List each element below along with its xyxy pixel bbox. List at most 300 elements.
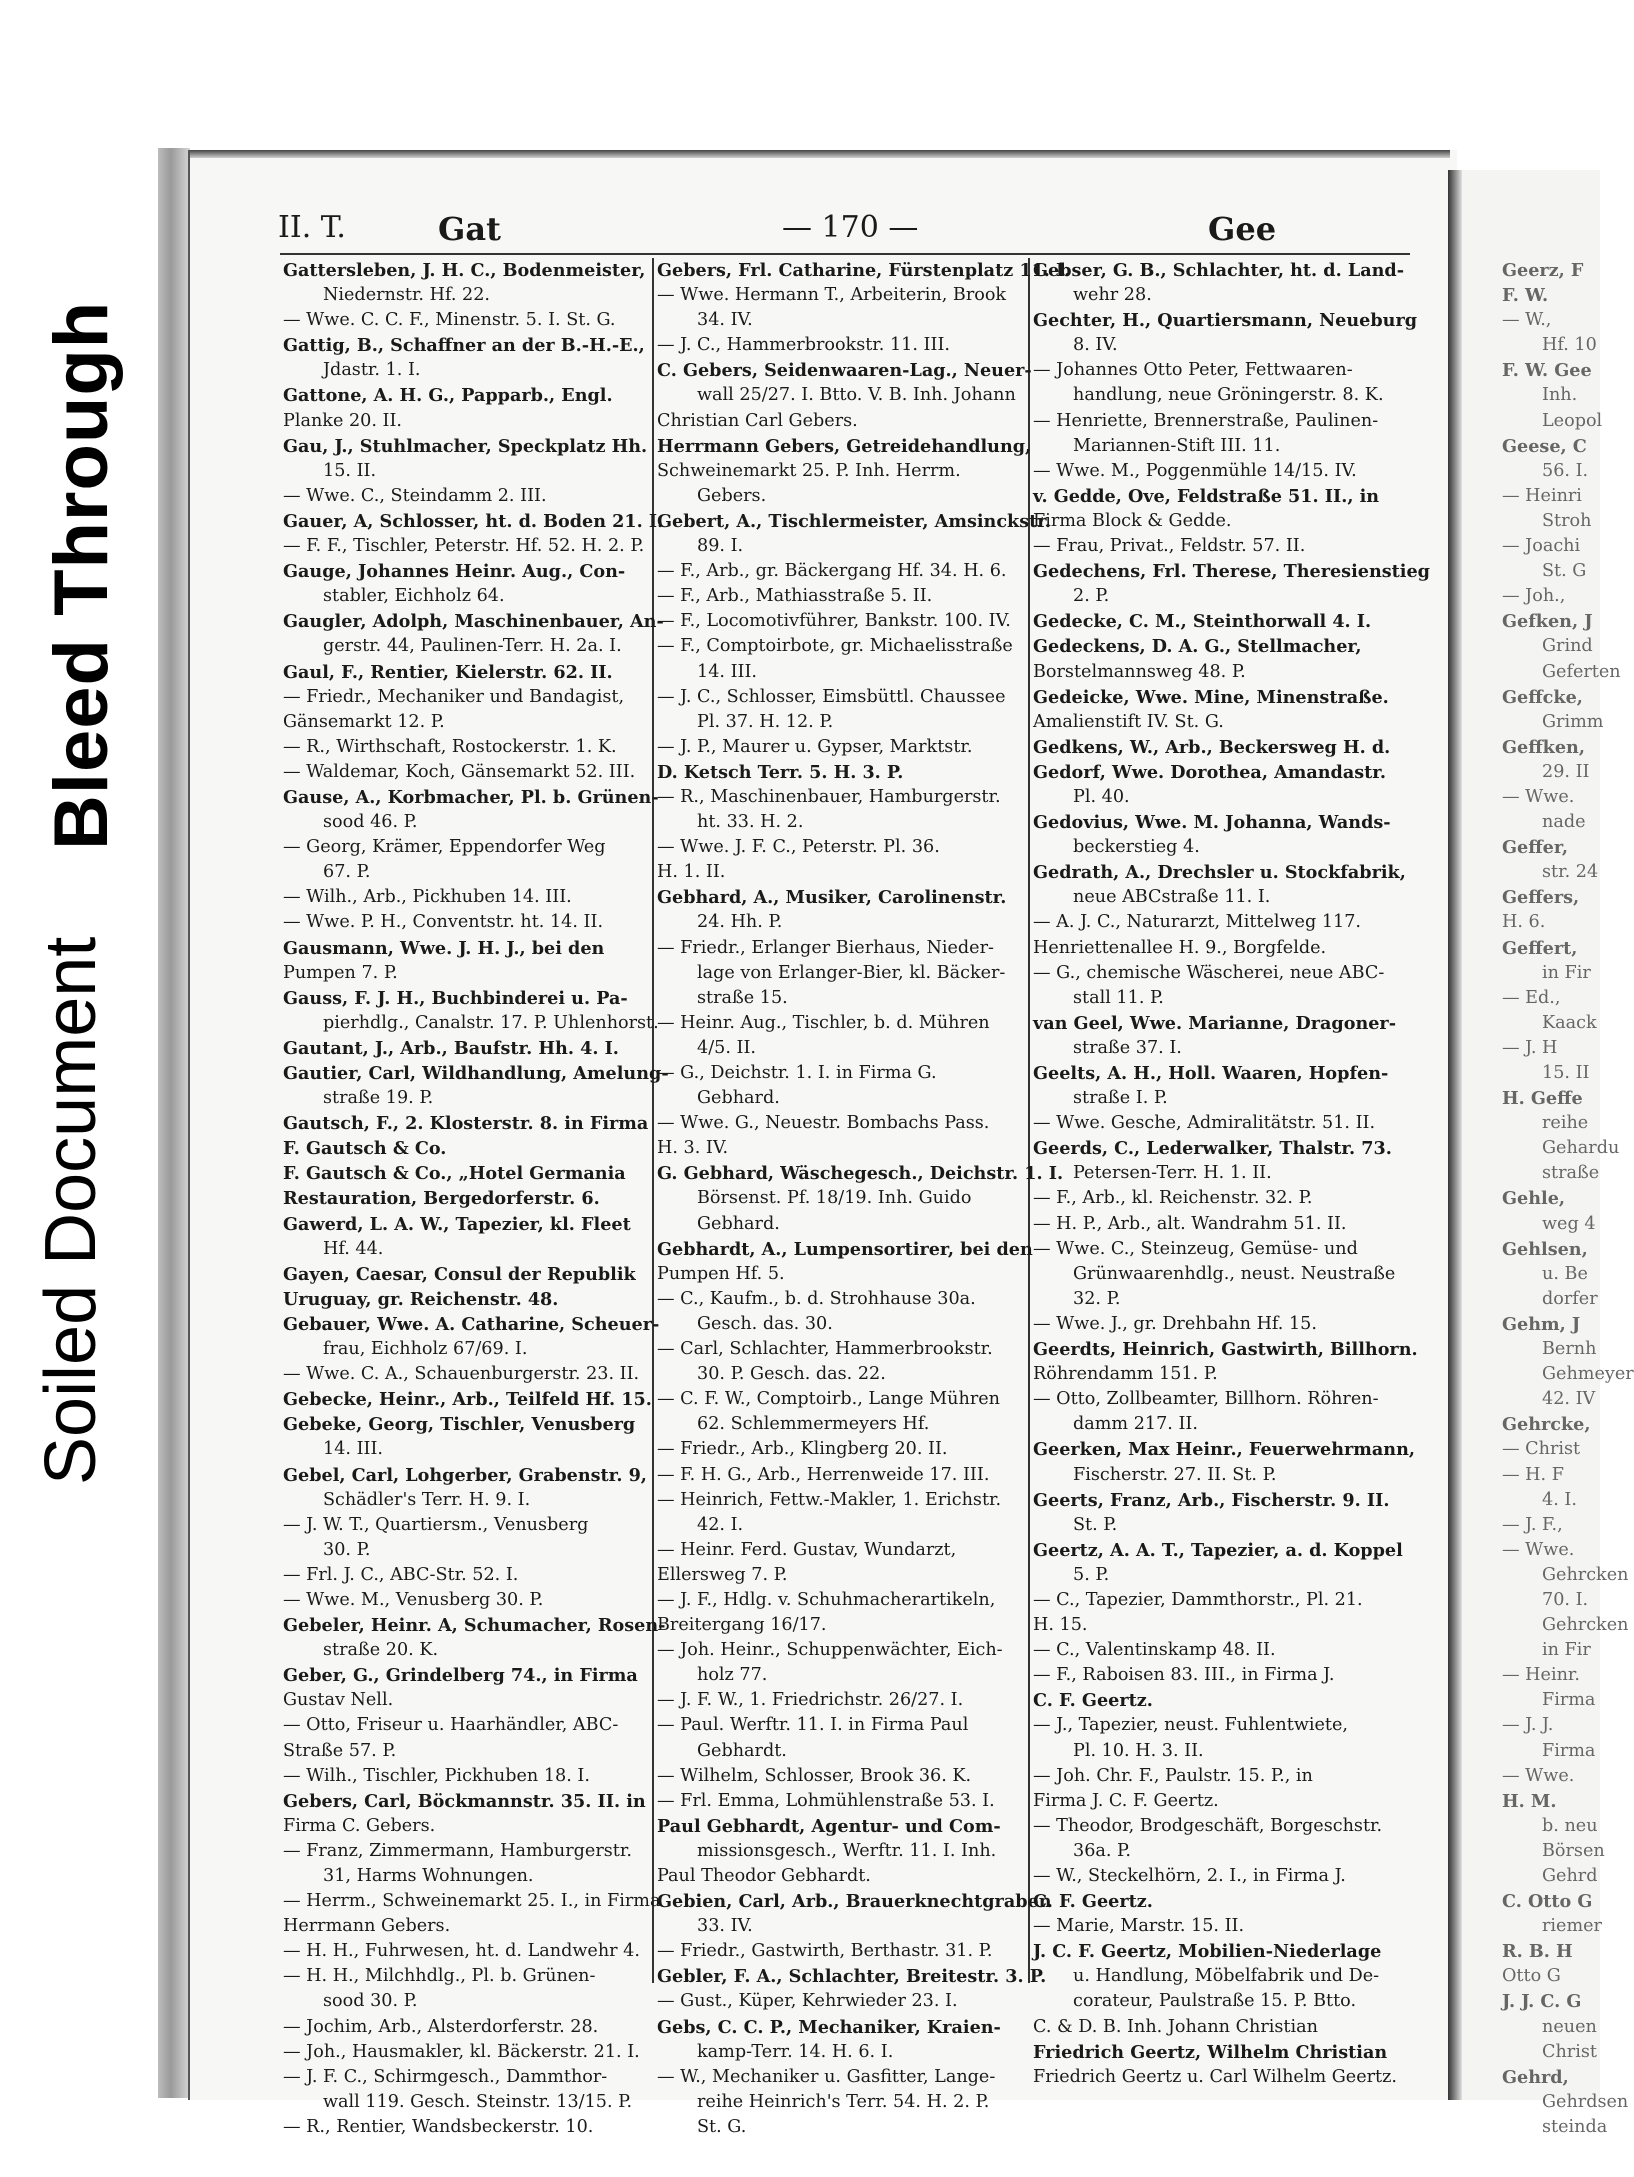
directory-line: Christ <box>1542 2041 1597 2062</box>
directory-line: — Wwe. M., Venusberg 30. P. <box>283 1589 544 1610</box>
directory-line: H. 6. <box>1502 912 1546 933</box>
directory-line: 14. III. <box>697 661 758 682</box>
directory-column-adjacent <box>1502 258 1634 2140</box>
directory-line: — J. F. C., Schirmgesch., Dammthor- <box>283 2066 608 2087</box>
directory-line: Gehrd, <box>1502 2066 1569 2088</box>
directory-line: — A. J. C., Naturarzt, Mittelweg 117. <box>1033 912 1362 933</box>
directory-line: Geffers, <box>1502 887 1580 909</box>
directory-line: v. Gedde, Ove, Feldstraße 51. II., in <box>1033 485 1380 507</box>
directory-line: — Wilh., Tischler, Pickhuben 18. I. <box>283 1765 590 1786</box>
directory-line: — J. F., <box>1502 1514 1563 1535</box>
page-number: — 170 — <box>782 210 919 245</box>
directory-line: 4/5. II. <box>697 1037 756 1058</box>
directory-line: Leopol <box>1542 410 1603 431</box>
directory-line: Grind <box>1542 636 1593 657</box>
directory-line: Firma C. Gebers. <box>283 1815 436 1836</box>
directory-line: frau, Eichholz 67/69. I. <box>323 1339 528 1360</box>
directory-line: — Otto, Friseur u. Haarhändler, ABC- <box>283 1715 619 1736</box>
directory-line: Gebser, G. B., Schlachter, ht. d. Land- <box>1033 260 1404 281</box>
directory-line: Gedechens, Frl. Therese, Theresienstieg <box>1033 561 1430 583</box>
directory-line: H. 15. <box>1033 1615 1088 1636</box>
directory-line: wall 25/27. I. Btto. V. B. Inh. Johann <box>697 385 1016 406</box>
directory-line: Gebert, A., Tischlermeister, Amsinckstr. <box>657 510 1052 532</box>
directory-line: — Henriette, Brennerstraße, Paulinen- <box>1033 410 1379 431</box>
directory-line: u. Handlung, Möbelfabrik und De- <box>1073 1966 1380 1987</box>
directory-line: Gause, A., Korbmacher, Pl. b. Grünen- <box>283 786 659 808</box>
directory-line: — Heinri <box>1502 485 1582 506</box>
directory-line: Planke 20. II. <box>283 410 403 431</box>
directory-line: Geertz, A. A. T., Tapezier, a. d. Koppel <box>1033 1539 1403 1561</box>
header-right-word: Gee <box>1208 210 1277 248</box>
directory-line: 15. II <box>1542 1063 1590 1083</box>
directory-line: Grimm <box>1542 711 1604 732</box>
directory-line: Gedrath, A., Drechsler u. Stockfabrik, <box>1033 862 1406 884</box>
directory-line: 62. Schlemmermeyers Hf. <box>697 1414 930 1435</box>
directory-line: St. P. <box>1073 1514 1118 1535</box>
directory-line: Gebhardt, A., Lumpensortirer, bei den <box>657 1238 1033 1260</box>
directory-line: 89. I. <box>697 536 744 557</box>
directory-line: 14. III. <box>323 1439 384 1460</box>
directory-line: — Wilhelm, Schlosser, Brook 36. K. <box>657 1765 972 1786</box>
directory-line: Gausmann, Wwe. J. H. J., bei den <box>283 937 605 959</box>
directory-line: — Friedr., Erlanger Bierhaus, Nieder- <box>657 937 994 958</box>
directory-line: Fischerstr. 27. II. St. P. <box>1073 1464 1277 1485</box>
directory-line: — Johannes Otto Peter, Fettwaaren- <box>1033 360 1353 381</box>
directory-line: — Frl. J. C., ABC-Str. 52. I. <box>283 1564 519 1585</box>
directory-line: Gau, J., Stuhlmacher, Speckplatz Hh. <box>283 435 648 457</box>
directory-line: Pl. 40. <box>1073 786 1130 807</box>
directory-line: Christian Carl Gebers. <box>657 410 858 431</box>
directory-line: — R., Rentier, Wandsbeckerstr. 10. <box>283 2116 594 2137</box>
directory-line: Gebien, Carl, Arb., Brauerknechtgraben <box>657 1891 1052 1913</box>
directory-line: Geese, C <box>1502 435 1587 457</box>
directory-line: 15. II. <box>323 460 377 481</box>
directory-line: — R., Wirthschaft, Rostockerstr. 1. K. <box>283 736 617 757</box>
directory-line: Firma <box>1542 1740 1596 1761</box>
directory-line: J. J. C. G <box>1502 1991 1582 2013</box>
directory-line: — G., Deichstr. 1. I. in Firma G. <box>657 1063 937 1083</box>
directory-line: — C., Valentinskamp 48. II. <box>1033 1640 1276 1661</box>
directory-line: Gattersleben, J. H. C., Bodenmeister, <box>283 260 646 281</box>
directory-line: dorfer <box>1542 1288 1598 1309</box>
directory-line: — Wwe. Gesche, Admiralitätstr. 51. II. <box>1033 1113 1376 1134</box>
directory-line: Gebhard. <box>697 1213 780 1234</box>
directory-line: — Heinr. <box>1502 1665 1580 1686</box>
directory-line: sood 46. P. <box>323 812 418 833</box>
directory-line: Röhrendamm 151. P. <box>1033 1364 1218 1385</box>
directory-line: stall 11. P. <box>1073 987 1164 1008</box>
directory-line: — Carl, Schlachter, Hammerbrookstr. <box>657 1339 993 1360</box>
directory-line: Straße 57. P. <box>283 1740 397 1761</box>
directory-line: — Wwe. G., Neuestr. Bombachs Pass. <box>657 1113 990 1134</box>
directory-line: — Friedr., Arb., Klingberg 20. II. <box>657 1439 948 1460</box>
directory-line: Herrmann Gebers. <box>283 1916 451 1937</box>
directory-line: Gehrcken <box>1542 1564 1629 1585</box>
directory-line: Paul Gebhardt, Agentur- und Com- <box>657 1815 1001 1837</box>
directory-line: Gauer, A, Schlosser, ht. d. Boden 21. I. <box>283 510 664 532</box>
directory-line: — F., Arb., Mathiasstraße 5. II. <box>657 586 933 607</box>
directory-line: Ellersweg 7. P. <box>657 1564 788 1585</box>
directory-line: Gebhard. <box>697 1088 780 1109</box>
directory-line: holz 77. <box>697 1665 768 1686</box>
directory-line: — J. F. W., 1. Friedrichstr. 26/27. I. <box>657 1690 964 1711</box>
directory-line: 30. P. Gesch. das. 22. <box>697 1364 886 1385</box>
directory-line: Henriettenallee H. 9., Borgfelde. <box>1033 937 1327 958</box>
page-header <box>278 210 1288 256</box>
directory-line: neue ABCstraße 11. I. <box>1073 887 1271 908</box>
directory-line: — Friedr., Gastwirth, Berthastr. 31. P. <box>657 1941 993 1962</box>
directory-line: F. W. Gee <box>1502 360 1592 382</box>
directory-line: Gehrcke, <box>1502 1414 1591 1436</box>
directory-line: — Wwe. C., Steinzeug, Gemüse- und <box>1033 1238 1358 1259</box>
directory-line: — Joachi <box>1502 536 1581 557</box>
directory-line: straße 37. I. <box>1073 1037 1182 1058</box>
directory-line: Gebhard, A., Musiker, Carolinenstr. <box>657 887 1007 909</box>
directory-line: Gebers, Carl, Böckmannstr. 35. II. in <box>283 1790 646 1812</box>
directory-line: — J. C., Schlosser, Eimsbüttl. Chaussee <box>657 686 1006 707</box>
directory-line: F. Gautsch & Co., „Hotel Germania <box>283 1163 626 1185</box>
directory-line: Geerken, Max Heinr., Feuerwehrmann, <box>1033 1439 1416 1461</box>
directory-line: — J. C., Hammerbrookstr. 11. III. <box>657 335 950 356</box>
directory-line: F. Gautsch & Co. <box>283 1138 447 1160</box>
directory-line: Bernh <box>1542 1339 1597 1360</box>
directory-line: Firma J. C. F. Geertz. <box>1033 1790 1219 1811</box>
directory-line: Schweinemarkt 25. P. Inh. Herrm. <box>657 460 961 481</box>
directory-line: gerstr. 44, Paulinen-Terr. H. 2a. I. <box>323 636 622 657</box>
directory-line: steinda <box>1542 2116 1608 2137</box>
directory-line: Friedrich Geertz u. Carl Wilhelm Geertz. <box>1033 2066 1397 2087</box>
directory-line: Gedeckens, D. A. G., Stellmacher, <box>1033 636 1362 658</box>
directory-line: Gesch. das. 30. <box>697 1313 833 1334</box>
page-top-edge <box>190 150 1450 158</box>
directory-column-1 <box>283 258 669 2140</box>
directory-line: 4. I. <box>1542 1489 1577 1510</box>
directory-line: — J. F., Hdlg. v. Schuhmacherartikeln, <box>657 1589 996 1610</box>
directory-line: — W., Steckelhörn, 2. I., in Firma J. <box>1033 1866 1346 1886</box>
directory-line: Geelts, A. H., Holl. Waaren, Hopfen- <box>1033 1063 1389 1084</box>
directory-line: 42. IV <box>1542 1389 1596 1410</box>
directory-line: — F. F., Tischler, Peterstr. Hf. 52. H. 2. P. <box>283 536 645 557</box>
directory-line: — Otto, Zollbeamter, Billhorn. Röhren- <box>1033 1389 1379 1410</box>
directory-line: Gechter, H., Quartiersmann, Neueburg <box>1033 310 1418 332</box>
directory-line: St. G <box>1542 561 1587 582</box>
directory-line: — F., Arb., gr. Bäckergang Hf. 34. H. 6. <box>657 561 1007 582</box>
directory-line: Gauss, F. J. H., Buchbinderei u. Pa- <box>283 987 628 1009</box>
directory-line: — Joh. Chr. F., Paulstr. 15. P., in <box>1033 1765 1313 1786</box>
directory-line: C. F. Geertz. <box>1033 1690 1153 1712</box>
header-rule <box>280 253 1410 255</box>
directory-line: Geffer, <box>1502 837 1568 859</box>
directory-line: Gebler, F. A., Schlachter, Breitestr. 3. P. <box>657 1966 1047 1988</box>
directory-line: — Waldemar, Koch, Gänsemarkt 52. III. <box>283 761 636 782</box>
directory-line: — F., Arb., kl. Reichenstr. 32. P. <box>1033 1188 1313 1209</box>
directory-line: Geerds, C., Lederwalker, Thalstr. 73. <box>1033 1138 1392 1160</box>
directory-line: — Joh. Heinr., Schuppenwächter, Eich- <box>657 1640 1003 1661</box>
directory-line: — Christ <box>1502 1439 1581 1460</box>
directory-line: straße 19. P. <box>323 1088 434 1109</box>
directory-line: Gaugler, Adolph, Maschinenbauer, An- <box>283 611 664 633</box>
page-gutter <box>1448 170 1462 2100</box>
directory-line: 42. I. <box>697 1514 744 1535</box>
directory-line: 29. II <box>1542 761 1590 782</box>
directory-line: Gattig, B., Schaffner an der B.-H.-E., <box>283 335 645 357</box>
directory-line: — F., Comptoirbote, gr. Michaelisstraße <box>657 636 1013 657</box>
directory-line: — J. H <box>1502 1037 1558 1058</box>
directory-line: — Joh., Hausmakler, kl. Bäckerstr. 21. I. <box>283 2041 640 2062</box>
directory-line: Gebeler, Heinr. A, Schumacher, Rosen- <box>283 1615 666 1637</box>
directory-line: — Frl. Emma, Lohmühlenstraße 53. I. <box>657 1790 995 1811</box>
directory-line: — Franz, Zimmermann, Hamburgerstr. <box>283 1840 632 1861</box>
directory-line: Gehlsen, <box>1502 1238 1588 1260</box>
directory-line: nade <box>1542 812 1586 833</box>
directory-line: corateur, Paulstraße 15. P. Btto. <box>1073 1991 1357 2012</box>
directory-line: Gänsemarkt 12. P. <box>283 711 445 732</box>
directory-line: Gebeke, Georg, Tischler, Venusberg <box>283 1414 636 1436</box>
directory-line: Herrmann Gebers, Getreidehandlung, <box>657 435 1032 457</box>
directory-line: F. W. <box>1502 285 1549 307</box>
directory-line: Gebs, C. C. P., Mechaniker, Kraien- <box>657 2016 1001 2038</box>
directory-line: Hf. 10 <box>1542 335 1597 356</box>
directory-line: 30. P. <box>323 1539 371 1560</box>
directory-line: — Heinrich, Fettw.-Makler, 1. Erichstr. <box>657 1489 1002 1510</box>
directory-line: reihe <box>1542 1113 1589 1134</box>
directory-line: Firma Block & Gedde. <box>1033 510 1232 531</box>
directory-line: Geber, G., Grindelberg 74., in Firma <box>283 1665 638 1687</box>
directory-line: — R., Maschinenbauer, Hamburgerstr. <box>657 786 1001 807</box>
directory-line: — J. W. T., Quartiersm., Venusberg <box>283 1514 589 1535</box>
directory-line: lage von Erlanger-Bier, kl. Bäcker- <box>697 962 1006 983</box>
directory-line: — Georg, Krämer, Eppendorfer Weg <box>283 837 606 858</box>
directory-line: H. M. <box>1502 1790 1557 1812</box>
soiled-document-label: Soiled Document <box>31 936 111 1485</box>
directory-line: — Wwe. C. C. F., Minenstr. 5. I. St. G. <box>283 310 616 331</box>
directory-column-3 <box>1033 258 1430 2090</box>
directory-line: Geerts, Franz, Arb., Fischerstr. 9. II. <box>1033 1489 1390 1511</box>
directory-line: — Wwe. C. A., Schauenburgerstr. 23. II. <box>283 1364 640 1385</box>
directory-line: Paul Theodor Gebhardt. <box>657 1866 871 1886</box>
directory-line: H. Geffe <box>1502 1088 1583 1110</box>
directory-line: neuen <box>1542 2016 1597 2037</box>
directory-line: Gautant, J., Arb., Baufstr. Hh. 4. I. <box>283 1037 619 1059</box>
directory-line: Gebhardt. <box>697 1740 787 1761</box>
directory-line: — C., Kaufm., b. d. Strohhause 30a. <box>657 1288 976 1309</box>
directory-line: straße I. P. <box>1073 1088 1168 1109</box>
directory-line: — G., chemische Wäscherei, neue ABC- <box>1033 962 1385 983</box>
directory-line: — C., Tapezier, Dammthorstr., Pl. 21. <box>1033 1589 1363 1610</box>
directory-line: Gedovius, Wwe. M. Johanna, Wands- <box>1033 812 1391 834</box>
directory-line: — Theodor, Brodgeschäft, Borgeschstr. <box>1033 1815 1383 1836</box>
directory-line: pierhdlg., Canalstr. 17. P. Uhlenhorst. <box>323 1012 659 1033</box>
directory-line: Gebers. <box>697 485 767 506</box>
directory-line: Breitergang 16/17. <box>657 1615 827 1636</box>
directory-line: Uruguay, gr. Reichenstr. 48. <box>283 1288 559 1310</box>
directory-line: — Wwe. <box>1502 1539 1575 1560</box>
directory-line: G. Gebhard, Wäschegesch., Deichstr. 1. I. <box>657 1163 1064 1185</box>
directory-line: 36a. P. <box>1073 1840 1131 1861</box>
directory-line: — Wwe. <box>1502 786 1575 807</box>
directory-line: Pumpen 7. P. <box>283 962 398 983</box>
directory-line: Jdastr. 1. I. <box>323 360 421 381</box>
directory-line: Pl. 10. H. 3. II. <box>1073 1740 1204 1761</box>
directory-line: Geferten <box>1542 661 1621 682</box>
directory-line: — Wilh., Arb., Pickhuben 14. III. <box>283 887 572 908</box>
directory-line: Gedorf, Wwe. Dorothea, Amandastr. <box>1033 761 1387 783</box>
directory-line: — Joh., <box>1502 586 1566 607</box>
directory-line: — Paul. Werftr. 11. I. in Firma Paul <box>657 1715 969 1736</box>
directory-line: — H. F <box>1502 1464 1564 1485</box>
directory-line: D. Ketsch Terr. 5. H. 3. P. <box>657 761 904 783</box>
directory-line: 8. IV. <box>1073 335 1118 356</box>
directory-line: van Geel, Wwe. Marianne, Dragoner- <box>1033 1012 1397 1034</box>
directory-line: — Gust., Küper, Kehrwieder 23. I. <box>657 1991 958 2012</box>
directory-line: straße 20. K. <box>323 1640 439 1661</box>
directory-line: Gehrcken <box>1542 1615 1629 1636</box>
directory-line: Gebel, Carl, Lohgerber, Grabenstr. 9, <box>283 1464 647 1486</box>
page-left-edge <box>158 148 190 2098</box>
directory-line: Gebauer, Wwe. A. Catharine, Scheuer- <box>283 1313 660 1335</box>
directory-line: Gattone, A. H. G., Papparb., Engl. <box>283 385 613 407</box>
directory-line: — Wwe. P. H., Conventstr. ht. 14. II. <box>283 912 604 933</box>
directory-line: kamp-Terr. 14. H. 6. I. <box>697 2041 894 2062</box>
directory-line: Borstelmannsweg 48. P. <box>1033 661 1246 682</box>
directory-line: Gawerd, L. A. W., Tapezier, kl. Fleet <box>283 1213 631 1235</box>
bleed-through-label: Bleed Through <box>39 300 124 850</box>
directory-line: Gayen, Caesar, Consul der Republik <box>283 1263 636 1285</box>
directory-line: 24. Hh. P. <box>697 912 783 933</box>
directory-line: Gefken, J <box>1502 611 1593 633</box>
directory-line: Gebers, Frl. Catharine, Fürstenplatz 11. I. <box>657 260 1071 281</box>
directory-line: — Wwe. C., Steindamm 2. III. <box>283 485 547 506</box>
directory-line: Gautsch, F., 2. Klosterstr. 8. in Firma <box>283 1113 649 1135</box>
header-part: II. T. <box>278 210 346 245</box>
directory-line: in Fir <box>1542 962 1591 983</box>
directory-line: sood 30. P. <box>323 1991 418 2012</box>
directory-line: Gehmeyer <box>1542 1364 1634 1385</box>
directory-line: u. Be <box>1542 1263 1588 1284</box>
directory-line: straße 15. <box>697 987 788 1008</box>
directory-line: Pl. 37. H. 12. P. <box>697 711 834 732</box>
directory-line: str. 24 <box>1542 862 1599 883</box>
directory-line: — F., Raboisen 83. III., in Firma J. <box>1033 1665 1335 1686</box>
directory-line: Gustav Nell. <box>283 1690 394 1711</box>
directory-line: Börsen <box>1542 1840 1605 1861</box>
directory-line: Gedecke, C. M., Steinthorwall 4. I. <box>1033 611 1372 633</box>
directory-line: — Wwe. M., Poggenmühle 14/15. IV. <box>1033 460 1357 481</box>
directory-line: Inh. <box>1542 385 1578 406</box>
directory-line: 31, Harms Wohnungen. <box>323 1866 534 1886</box>
directory-line: Geffcke, <box>1502 686 1583 708</box>
directory-line: 32. P. <box>1073 1288 1121 1309</box>
directory-line: 70. I. <box>1542 1589 1589 1610</box>
directory-line: missionsgesch., Werftr. 11. I. Inh. <box>697 1840 997 1861</box>
directory-line: — J., Tapezier, neust. Fuhlentwiete, <box>1033 1715 1348 1736</box>
directory-line: Geerz, F <box>1502 260 1584 281</box>
directory-line: J. C. F. Geertz, Mobilien-Niederlage <box>1033 1941 1382 1963</box>
directory-line: — H. H., Milchhdlg., Pl. b. Grünen- <box>283 1966 596 1987</box>
directory-line: beckerstieg 4. <box>1073 837 1200 858</box>
directory-line: Grünwaarenhdlg., neust. Neustraße <box>1073 1263 1396 1284</box>
directory-line: C. Gebers, Seidenwaaren-Lag., Neuer- <box>657 360 1032 382</box>
header-left-word: Gat <box>438 210 501 248</box>
directory-line: wall 119. Gesch. Steinstr. 13/15. P. <box>323 2091 633 2112</box>
directory-line: H. 3. IV. <box>657 1138 729 1159</box>
directory-line: 34. IV. <box>697 310 753 331</box>
directory-line: C. & D. B. Inh. Johann Christian <box>1033 2016 1318 2037</box>
directory-line: — C. F. W., Comptoirb., Lange Mühren <box>657 1389 1000 1410</box>
directory-line: — W., Mechaniker u. Gasfitter, Lange- <box>657 2066 996 2087</box>
directory-line: 33. IV. <box>697 1916 753 1937</box>
directory-line: Geerdts, Heinrich, Gastwirth, Billhorn. <box>1033 1339 1418 1361</box>
directory-line: — Herrm., Schweinemarkt 25. I., in Firma <box>283 1891 661 1912</box>
directory-line: Gedkens, W., Arb., Beckersweg H. d. <box>1033 736 1391 758</box>
directory-line: — Heinr. Ferd. Gustav, Wundarzt, <box>657 1539 957 1560</box>
directory-line: — Wwe. Hermann T., Arbeiterin, Brook <box>657 285 1007 306</box>
directory-line: Stroh <box>1542 510 1592 531</box>
directory-line: Petersen-Terr. H. 1. II. <box>1073 1163 1272 1184</box>
directory-line: C. F. Geertz. <box>1033 1891 1153 1913</box>
directory-line: R. B. H <box>1502 1941 1573 1963</box>
directory-line: Mariannen-Stift III. 11. <box>1073 435 1281 456</box>
directory-line: — Ed., <box>1502 987 1561 1008</box>
directory-line: wehr 28. <box>1073 285 1152 306</box>
directory-line: — J. J. <box>1502 1715 1554 1736</box>
directory-line: Gedeicke, Wwe. Mine, Minenstraße. <box>1033 686 1389 708</box>
directory-line: Amalienstift IV. St. G. <box>1033 711 1224 732</box>
directory-line: weg 4 <box>1542 1213 1596 1234</box>
directory-line: straße <box>1542 1163 1600 1184</box>
directory-line: — Wwe. J., gr. Drehbahn Hf. 15. <box>1033 1313 1317 1334</box>
directory-line: Geffken, <box>1502 736 1585 758</box>
directory-line: H. 1. II. <box>657 862 726 883</box>
directory-line: — W., <box>1502 310 1552 331</box>
directory-line: Niedernstr. Hf. 22. <box>323 285 491 306</box>
directory-line: reihe Heinrich's Terr. 54. H. 2. P. <box>697 2091 990 2112</box>
directory-line: — Heinr. Aug., Tischler, b. d. Mühren <box>657 1012 990 1033</box>
directory-line: 67. P. <box>323 862 371 883</box>
directory-line: Otto G <box>1502 1966 1561 1987</box>
directory-line: Gauge, Johannes Heinr. Aug., Con- <box>283 561 626 583</box>
directory-line: — Wwe. <box>1502 1765 1575 1786</box>
directory-line: — J. P., Maurer u. Gypser, Marktstr. <box>657 736 973 757</box>
directory-line: — F., Locomotivführer, Bankstr. 100. IV. <box>657 611 1011 632</box>
directory-line: Hf. 44. <box>323 1238 384 1259</box>
directory-line: 5. P. <box>1073 1564 1110 1585</box>
directory-line: ht. 33. H. 2. <box>697 812 804 833</box>
directory-line: Kaack <box>1542 1012 1597 1033</box>
directory-line: b. neu <box>1542 1815 1598 1836</box>
directory-line: Gebecke, Heinr., Arb., Teilfeld Hf. 15. <box>283 1389 652 1411</box>
directory-line: — H. H., Fuhrwesen, ht. d. Landwehr 4. <box>283 1941 640 1962</box>
directory-line: — Wwe. J. F. C., Peterstr. Pl. 36. <box>657 837 940 858</box>
directory-line: St. G. <box>697 2116 747 2137</box>
directory-line: Gehrdsen <box>1542 2091 1629 2112</box>
directory-line: — Jochim, Arb., Alsterdorferstr. 28. <box>283 2016 599 2037</box>
directory-line: C. Otto G <box>1502 1891 1593 1913</box>
directory-line: Restauration, Bergedorferstr. 6. <box>283 1188 600 1210</box>
directory-line: — F. H. G., Arb., Herrenweide 17. III. <box>657 1464 990 1485</box>
directory-line: Gehardu <box>1542 1138 1620 1159</box>
directory-line: Gehle, <box>1502 1188 1566 1210</box>
directory-line: in Fir <box>1542 1640 1591 1661</box>
directory-line: Firma <box>1542 1690 1596 1711</box>
directory-line: Friedrich Geertz, Wilhelm Christian <box>1033 2041 1388 2063</box>
directory-line: Gautier, Carl, Wildhandlung, Amelung- <box>283 1063 669 1084</box>
directory-line: Gaul, F., Rentier, Kielerstr. 62. II. <box>283 661 613 683</box>
directory-line: — Frau, Privat., Feldstr. 57. II. <box>1033 536 1306 557</box>
directory-line: Gehm, J <box>1502 1313 1581 1335</box>
directory-line: — H. P., Arb., alt. Wandrahm 51. II. <box>1033 1213 1347 1234</box>
directory-line: stabler, Eichholz 64. <box>323 586 505 607</box>
